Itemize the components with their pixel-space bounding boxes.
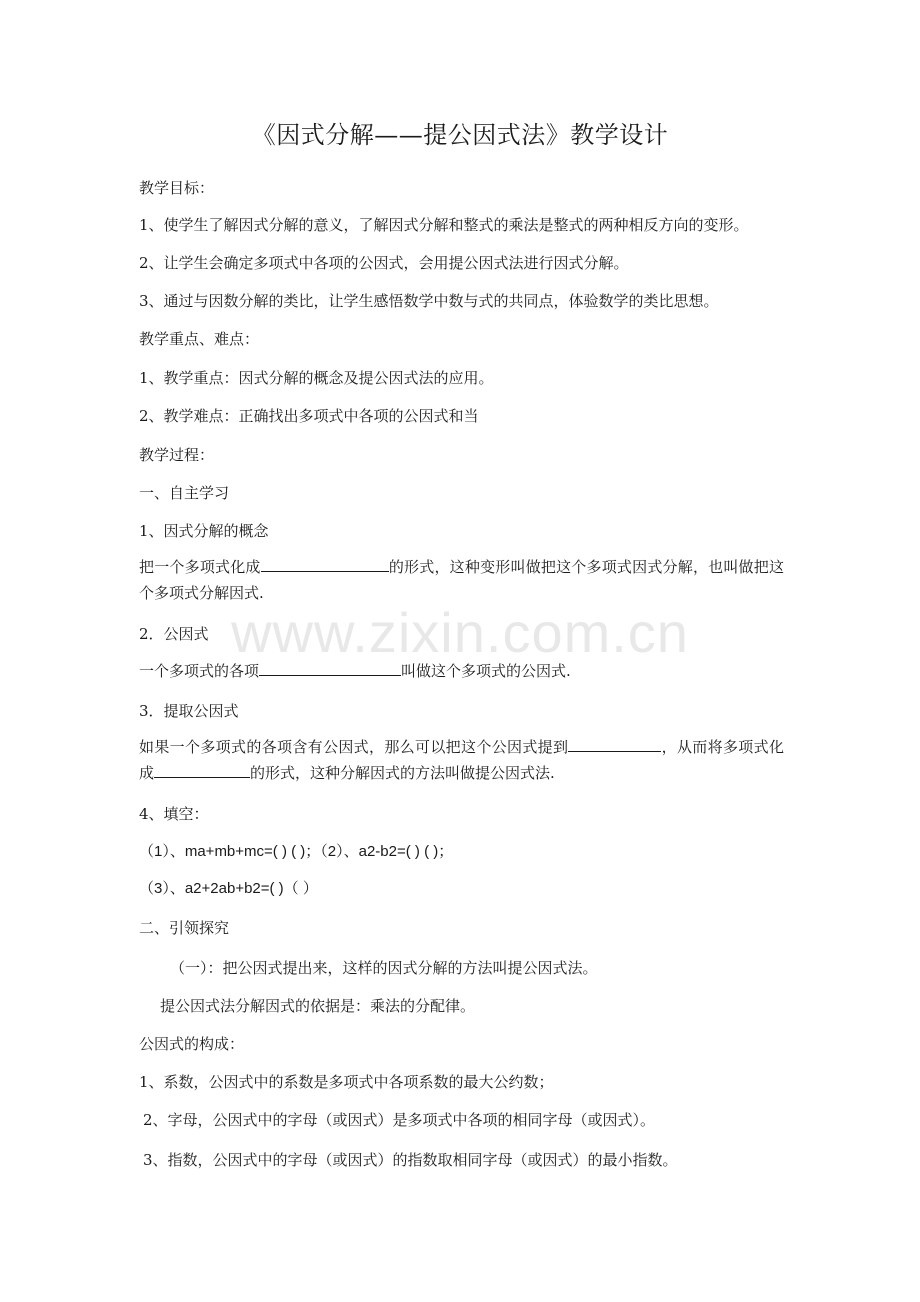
objective-item-3: 3、通过与因数分解的类比，让学生感悟数学中数与式的共同点，体验数学的类比思想。	[139, 292, 719, 310]
fill-heading: 4、填空：	[139, 805, 209, 823]
extract-text-mid: ，从而将多项式化成	[139, 738, 784, 782]
common-text-start: 一个多项式的各项	[139, 662, 260, 680]
structure-item-1: 1、系数，公因式中的系数是多项式中各项系数的最大公约数；	[139, 1073, 554, 1091]
concept-blank	[261, 555, 389, 572]
common-factor-paragraph	[139, 658, 784, 684]
keypoint-item-1: 1、教学重点：因式分解的概念及提公因式法的应用。	[139, 369, 494, 387]
objective-item-2: 2、让学生会确定多项式中各项的公因式，会用提公因式法进行因式分解。	[139, 254, 629, 272]
concept-paragraph	[139, 554, 784, 606]
concept-text-end: 的形式，这种变形叫做把这个多项式因式分解，也叫做把这个多项式分解因式.	[139, 558, 784, 602]
fill-exercise-line-2: （3）、a2+2ab+b2=( )（ ）	[139, 880, 318, 897]
objectives-heading: 教学目标：	[139, 179, 215, 197]
watermark: www.zixin.com.cn	[231, 601, 689, 664]
structure-heading: 公因式的构成：	[139, 1035, 245, 1053]
section-heading-explore: 二、引领探究	[139, 919, 230, 937]
common-blank	[259, 659, 401, 676]
structure-item-2: 2、字母，公因式中的字母（或因式）是多项式中各项的相同字母（或因式）。	[143, 1111, 656, 1129]
extract-text-start: 如果一个多项式的各项含有公因式，那么可以把这个公因式提到	[139, 738, 569, 756]
extract-blank-1	[568, 735, 661, 752]
document-title: 《因式分解——提公因式法》教学设计	[251, 121, 669, 149]
section-heading-self-study: 一、自主学习	[139, 484, 230, 502]
extract-blank-2	[154, 761, 250, 778]
process-heading: 教学过程：	[139, 446, 215, 464]
explore-basis: 提公因式法分解因式的依据是：乘法的分配律。	[160, 997, 476, 1015]
extract-text-end: 的形式，这种分解因式的方法叫做提公因式法.	[250, 764, 555, 782]
common-factor-heading: 2．公因式	[139, 625, 209, 643]
extract-heading: 3．提取公因式	[139, 702, 239, 720]
structure-item-3: 3、指数，公因式中的字母（或因式）的指数取相同字母（或因式）的最小指数。	[143, 1151, 678, 1169]
keypoints-heading: 教学重点、难点：	[139, 330, 260, 348]
keypoint-item-2: 2、教学难点：正确找出多项式中各项的公因式和当	[139, 407, 479, 425]
fill-exercise-line-1: （1）、ma+mb+mc=( ) ( )；（2）、a2-b2=( ) ( )；	[139, 843, 454, 860]
explore-definition: （一）：把公因式提出来，这样的因式分解的方法叫提公因式法。	[170, 959, 598, 977]
objective-item-1: 1、使学生了解因式分解的意义，了解因式分解和整式的乘法是整式的两种相反方向的变形。	[139, 216, 749, 234]
common-text-end: 叫做这个多项式的公因式.	[401, 662, 571, 680]
concept-heading: 1、因式分解的概念	[139, 522, 269, 540]
concept-text-start: 把一个多项式化成	[139, 558, 261, 576]
extract-paragraph	[139, 734, 784, 786]
